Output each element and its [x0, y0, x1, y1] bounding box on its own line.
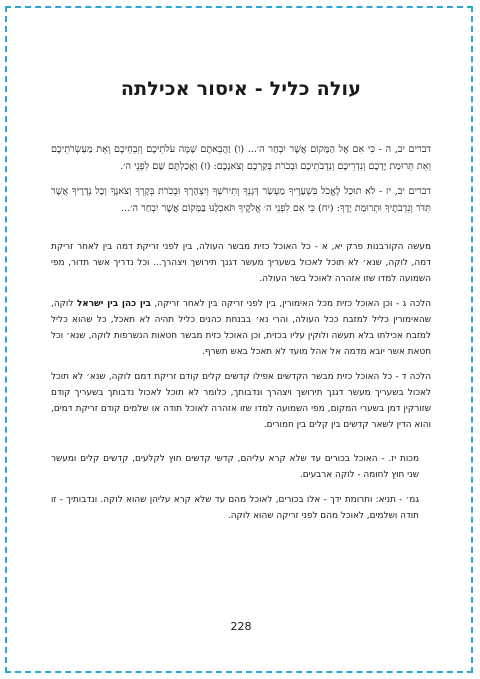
rambam-halacha-a: מעשה הקורבנות פרק יא, א - כל האוכל כזית מבשר העולה, בין לפני זריקת דמה בין לאחר זריקת דמה, לוקה, שנא׳ לא תוכל לאכול בשעריך מעשר דגנך תירושך ויצהרך... וכל נדריך אשר תדור, מפי השמועה למדו שזו אזהרה לאוכל בשר העולה.: [51, 242, 431, 284]
page-content: [51, 78, 431, 533]
gemara-baraita: גמ׳ - תניא: ותרומת ידך - אלו בכורים, לאוכל מהם עד שלא קרא עליהן שהוא לוקה. ונדבותיך - זו תודה ושלמים, לאוכל מהם לפני זריקה שהוא לוקה.: [51, 495, 419, 521]
halacha-g-bold-text: בין כהן בין ישראל: [76, 299, 151, 309]
rambam-halacha-d: הלכה ד - כל האוכל כזית מבשר הקדשים אפילו קדשים קלים קודם זריקת דמם לוקה, שנא׳ לא תוכל לאכול בשעריך מעשר דגנך תירושך ויצהרך ונדבותך, כלומר לא תוכל לאכול נדבותך בשעריך קודם שזורקין דמן בשערי המקום, מפי השמועה למדו שזו אזהרה לאוכל תודה או שלמים קודם זריקת דמים, והוא הדין לשאר קדשים בין קלים בין חמורים.: [51, 372, 431, 430]
verse-devarim-12-17: דברים יב, יז - לֹא תוּכַל לֶאֱכֹל בִּשְׁעָרֶיךָ מַעְשַׂר דְּגָנְךָ וְתִירֹשְׁךָ וְיִצְהָרֶךָ וּבְכֹרֹת בְּקָרְךָ וְצֹאנֶךָ וְכָל נְדָרֶיךָ אֲשֶׁר תִּדֹּר וְנִדְבֹתֶיךָ וּתְרוּמַת יָדֶךָ: (יח) כִּי אִם לִפְנֵי ה׳ אֱלֹקֶיךָ תֹּאכְלֶנּוּ בַּמָּקוֹם אֲשֶׁר יִבְחַר ה׳...: [51, 186, 431, 214]
halacha-g-text-start: הלכה ג - וכן האוכל כזית מכל האימורין, בין לפני זריקה בין לאחר זריקה,: [150, 299, 431, 309]
page-number: 228: [230, 620, 252, 633]
page-frame: [5, 6, 473, 673]
gemara-makkot-17: מכות יז. - האוכל בכורים עד שלא קרא עליהם, קדשי קדשים חוץ לקלעים, קדשים קלים ומעשר שני חוץ לחומה - לוקה ארבעים.: [51, 454, 419, 480]
halacha-g-text-end: לוקה, שהאימורין כליל למזבח ככל העולה, והרי נא׳ בבנחת כהנים כליל תהיה לא תאכל, כל שהוא כליל למזבח אכילתו בלא תעשה ולוקין עליו בכזית, וכן האוכל כזית מבשר חטאות הנשרפות לוקה, שנא׳ וכל חטאת אשר יובא מדמה אל אהל מועד לא תאכל באש תשרף.: [51, 299, 431, 357]
rambam-halacha-g: [51, 296, 431, 360]
verse-devarim-12-5: דברים יב, ה - כִּי אִם אֶל הַמָּקוֹם אֲשֶׁר יִבְחַר ה׳... (ו) וַהֲבֵאתֶם שָׁמָּה עֹלֹתֵיכֶם וְזִבְחֵיכֶם וְאֵת מַעְשְׂרֹתֵיכֶם וְאֵת תְּרוּמַת יֶדְכֶם וְנִדְרֵיכֶם וְנִדְבֹתֵיכֶם וּבְכֹרֹת בְּקַרְכֶם וְצֹאנְכֶם: (ז) וַאֲכַלְתֶּם שָׁם לִפְנֵי ה׳.: [51, 144, 431, 172]
page-title: עולה כליל - איסור אכילתה: [120, 78, 362, 100]
